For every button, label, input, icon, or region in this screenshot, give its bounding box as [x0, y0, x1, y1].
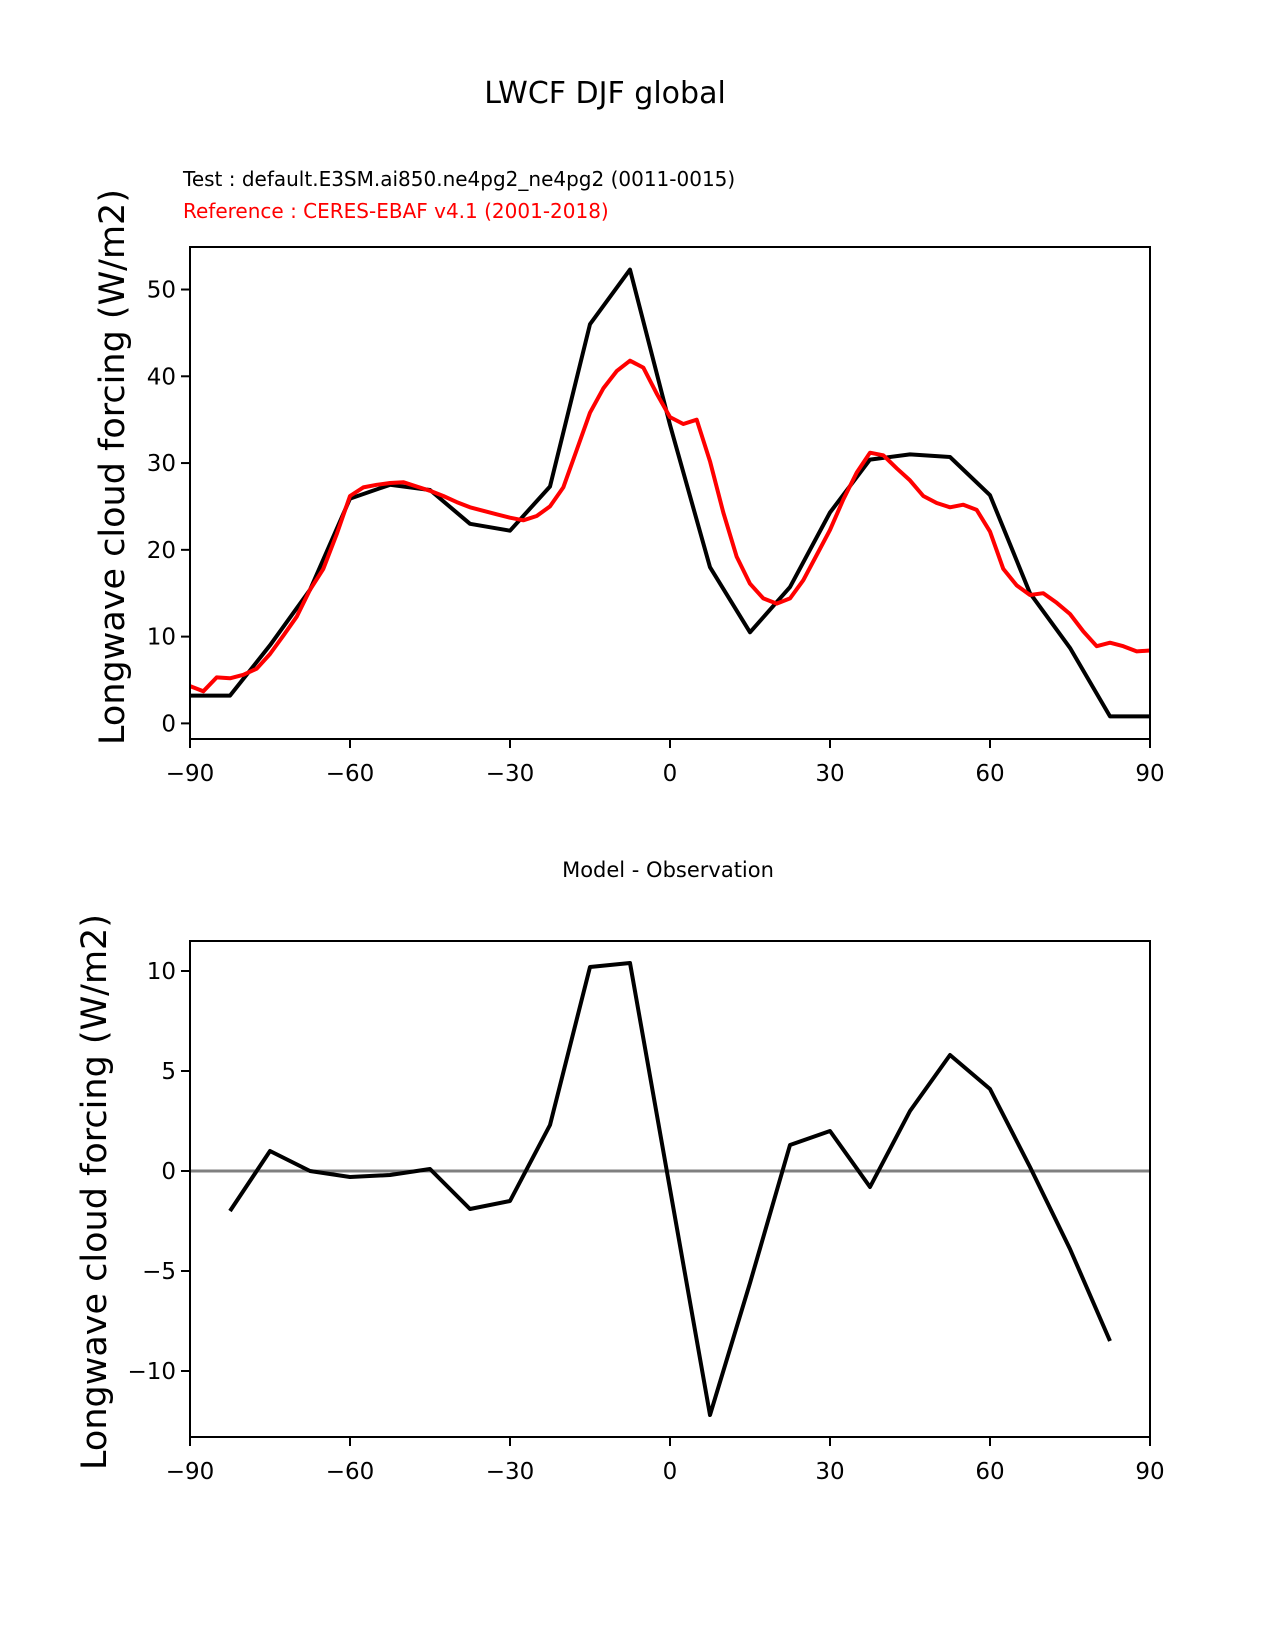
top-chart-y-tick-label: 0 — [161, 711, 176, 738]
top-chart-y-tick-label: 40 — [146, 364, 176, 391]
top-chart-x-tick-label: 90 — [1135, 761, 1165, 787]
diff-chart-title: Model - Observation — [562, 858, 774, 882]
top-chart-series-reference-line — [190, 361, 1150, 692]
diff-chart-y-tick-label: 10 — [146, 959, 176, 985]
top-chart-y-tick-label: 30 — [146, 451, 176, 478]
diff-chart-y-tick-label: 5 — [161, 1059, 176, 1085]
diff-chart-y-axis-label: Longwave cloud forcing (W/m2) — [75, 914, 115, 1470]
top-chart-y-axis-label: Longwave cloud forcing (W/m2) — [93, 189, 133, 745]
top-chart-x-tick-label: 60 — [975, 761, 1005, 787]
top-chart-x-tick-label: −90 — [165, 761, 215, 787]
diff-chart-x-tick-label: −90 — [165, 1459, 215, 1485]
diff-chart-x-tick-label: 30 — [815, 1459, 845, 1485]
diff-chart-series-model-observation-line — [230, 963, 1110, 1415]
diff-chart-x-tick-label: −30 — [485, 1459, 535, 1485]
diff-chart-x-tick-label: 60 — [975, 1459, 1005, 1485]
diff-chart-x-tick-label: −60 — [325, 1459, 375, 1485]
top-chart-x-tick-label: −30 — [485, 761, 535, 787]
top-chart-x-tick-label: 30 — [815, 761, 845, 787]
diff-chart-y-tick-label: −5 — [142, 1259, 176, 1285]
legend-reference-label: Reference : CERES-EBAF v4.1 (2001-2018) — [183, 199, 609, 223]
diff-chart-y-tick-label: −10 — [127, 1359, 176, 1385]
diff-chart-x-tick-label: 0 — [662, 1459, 678, 1485]
top-chart-x-tick-label: 0 — [662, 761, 678, 787]
diff-chart-x-tick-label: 90 — [1135, 1459, 1165, 1485]
top-chart-x-tick-label: −60 — [325, 761, 375, 787]
top-chart-y-tick-label: 50 — [146, 277, 176, 304]
top-chart-series-test-line — [190, 270, 1150, 717]
top-chart-y-tick-label: 10 — [146, 624, 176, 651]
top-chart-axes-frame — [190, 247, 1150, 739]
top-chart-y-tick-label: 20 — [146, 537, 176, 564]
diff-chart-y-tick-label: 0 — [161, 1159, 176, 1185]
legend-test-label: Test : default.E3SM.ai850.ne4pg2_ne4pg2 (0011-0015) — [183, 167, 736, 191]
figure-title: LWCF DJF global — [484, 76, 726, 111]
